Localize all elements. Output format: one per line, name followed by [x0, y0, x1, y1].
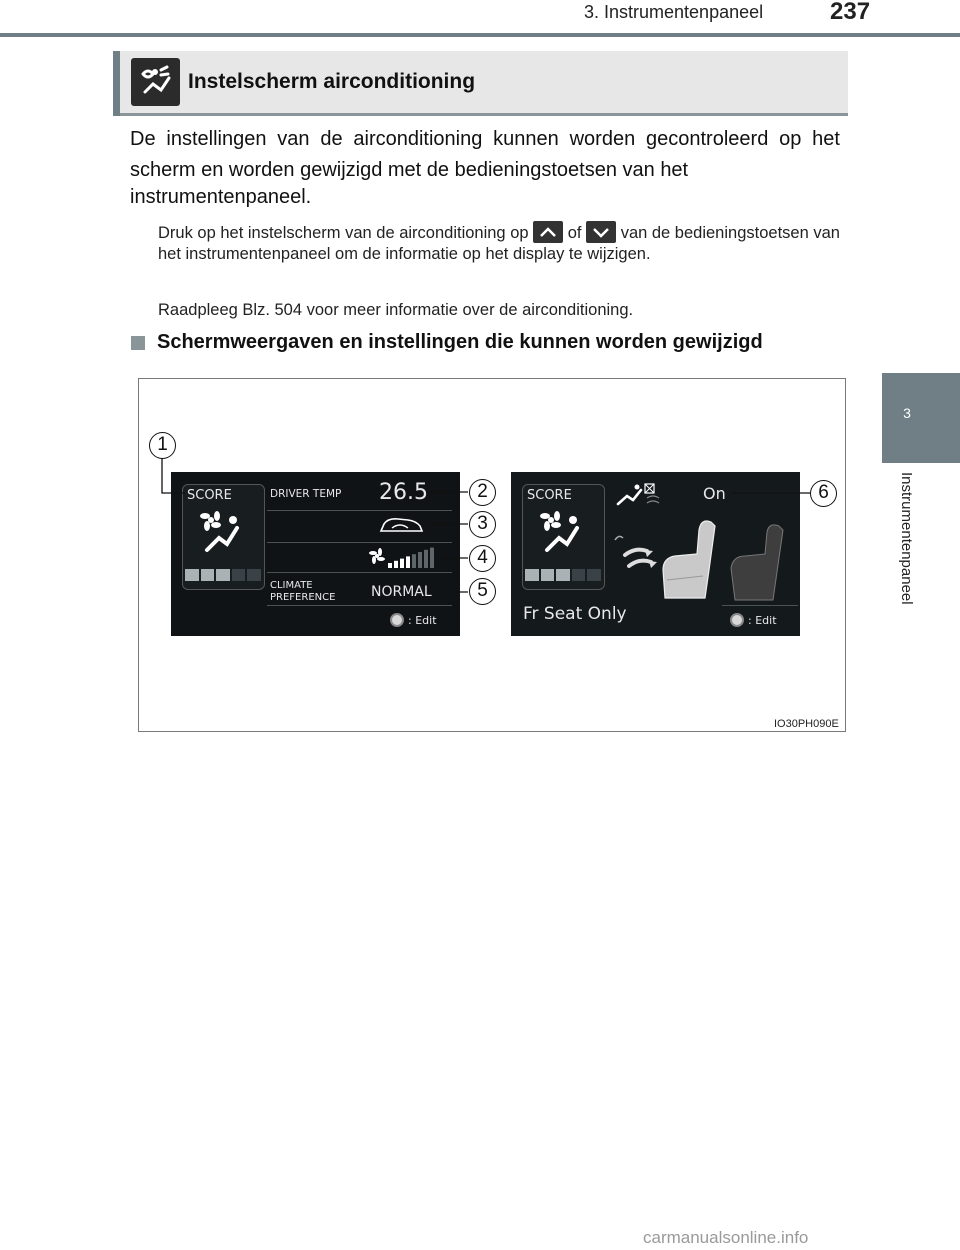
- climate-label-2: PREFERENCE: [270, 592, 336, 603]
- chapter-title: 3. Instrumentenpaneel: [584, 2, 764, 22]
- figure-id: IO30PH090E: [774, 718, 839, 730]
- callout-3: 3: [469, 511, 496, 538]
- callout-6: 6: [810, 480, 837, 507]
- watermark: carmanualsonline.info: [643, 1228, 809, 1247]
- callout-5: 5: [469, 578, 496, 605]
- step-text-of: of: [567, 224, 582, 242]
- edit-label: : Edit: [748, 614, 777, 627]
- score-label: SCORE: [527, 488, 572, 503]
- chapter-tab-number: 3: [903, 405, 911, 421]
- step-text-1: Druk op het instelscherm van de airconditioning op: [158, 224, 529, 242]
- callout-4: 4: [469, 545, 496, 572]
- callout-2: 2: [469, 479, 496, 506]
- intro-paragraph: De instellingen van de airconditioning kunnen worden gecontroleerd op het scherm en worden gewijzigd met de bedieningstoetsen van het: [130, 128, 840, 181]
- driver-temp-value: 26.5: [379, 480, 428, 505]
- section-title: Instelscherm airconditioning: [188, 70, 476, 93]
- chapter-tab-label: Instrumentenpaneel: [898, 472, 915, 605]
- mode-value: Fr Seat Only: [523, 604, 627, 624]
- subheading: Schermweergaven en instellingen die kunnen worden gewijzigd: [157, 331, 763, 353]
- status-value: On: [703, 484, 726, 503]
- step-text-2: van de bedieningstoetsen van het instrumentenpaneel om de informatie op het display te wijzigen.: [158, 224, 840, 263]
- callout-1: 1: [149, 432, 176, 459]
- climate-label-1: CLIMATE: [270, 580, 313, 591]
- reference-paragraph: Raadpleeg Blz. 504 voor meer informatie over de airconditioning.: [158, 301, 634, 319]
- score-label: SCORE: [187, 488, 232, 503]
- driver-temp-label: DRIVER TEMP: [270, 488, 342, 500]
- edit-label: : Edit: [408, 614, 437, 627]
- page-number: 237: [830, 0, 871, 25]
- intro-paragraph-end: instrumentenpaneel.: [130, 186, 312, 208]
- climate-value: NORMAL: [371, 584, 432, 600]
